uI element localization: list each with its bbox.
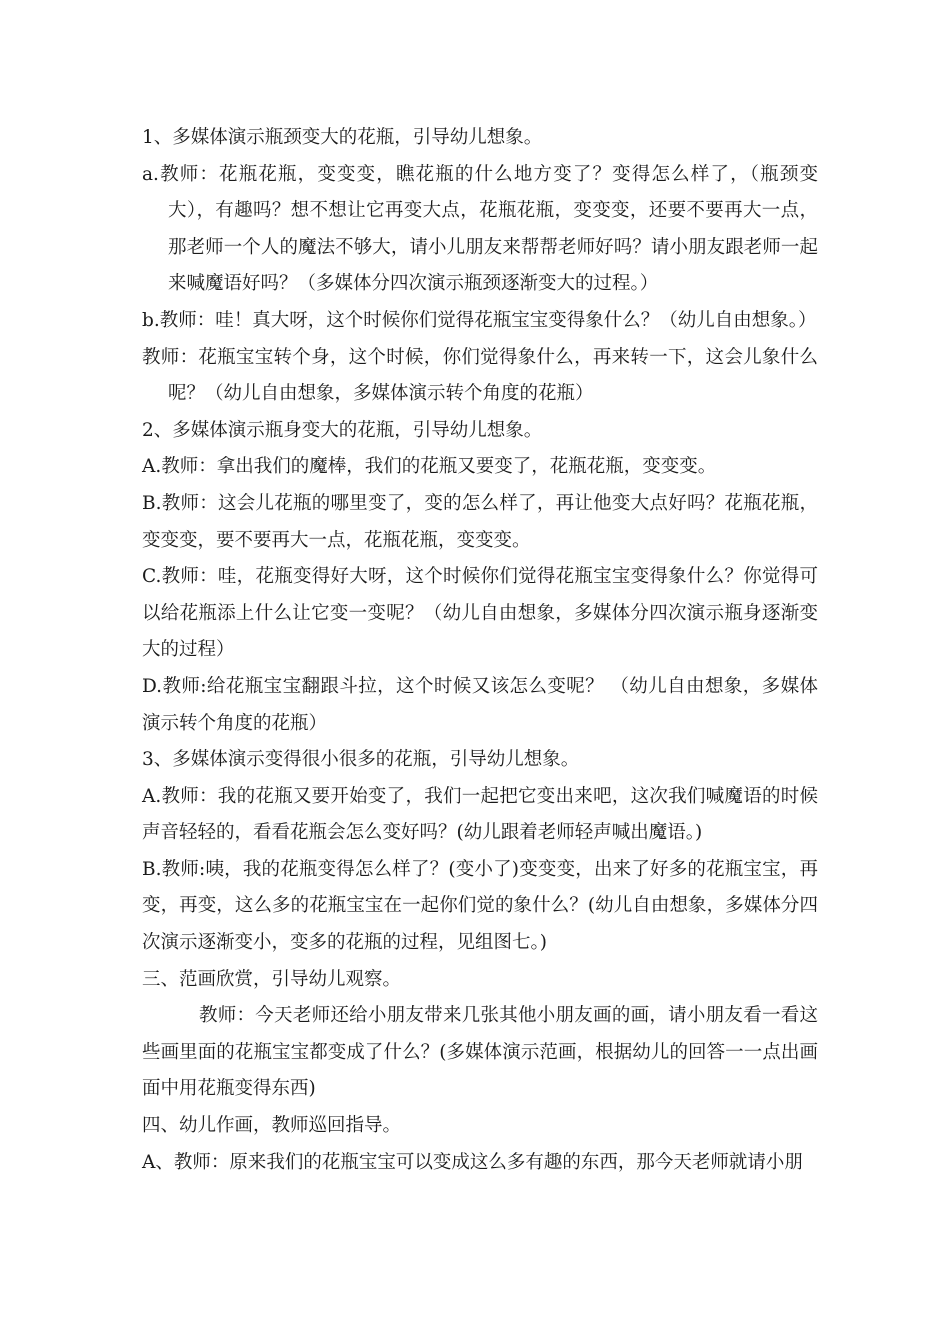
paragraph-2d: D.教师:给花瓶宝宝翻跟斗拉，这个时候又该怎么变呢？ （幼儿自由想象，多媒体演示转个角度的花瓶）	[142, 675, 818, 734]
paragraph-2c: C.教师：哇，花瓶变得好大呀，这个时候你们觉得花瓶宝宝变得象什么？你觉得可以给花瓶添上什么让它变一变呢？（幼儿自由想象，多媒体分四次演示瓶身逐渐变大的过程）	[142, 566, 818, 661]
paragraph-2a: A.教师：拿出我们的魔棒，我们的花瓶又要变了，花瓶花瓶，变变变。	[142, 456, 717, 478]
paragraph-3: 3、多媒体演示变得很小很多的花瓶，引导幼儿想象。	[142, 749, 580, 771]
paragraph-1: 1、多媒体演示瓶颈变大的花瓶，引导幼儿想象。	[142, 127, 543, 148]
paragraph-3a: A.教师：我的花瓶又要开始变了，我们一起把它变出来吧，这次我们喊魔语的时候声音轻轻的，看看花瓶会怎么变好吗？(幼儿跟着老师轻声喊出魔语。)	[142, 785, 818, 844]
paragraph-4a: A、教师：原来我们的花瓶宝宝可以变成这么多有趣的东西，那今天老师就请小朋	[142, 1151, 803, 1173]
paragraph-1b: b.教师：哇！真大呀，这个时候你们觉得花瓶宝宝变得象什么？（幼儿自由想象。）	[142, 309, 817, 331]
paragraph-1a: a.教师：花瓶花瓶，变变变，瞧花瓶的什么地方变了？变得怎么样了，（瓶颈变大），有趣吗？想不想让它再变大点，花瓶花瓶，变变变，还要不要再大一点，那老师一个人的魔法不够大，请小儿朋友来帮帮老师好吗？请小朋友跟老师一起来喊魔语好吗？（多媒体分四次演示瓶颈逐渐变大的过程。）	[142, 163, 818, 295]
paragraph-2: 2、多媒体演示瓶身变大的花瓶，引导幼儿想象。	[142, 419, 543, 441]
paragraph-3b: B.教师:咦，我的花瓶变得怎么样了？(变小了)变变变，出来了好多的花瓶宝宝，再变，再变，这么多的花瓶宝宝在一起你们觉的象什么？(幼儿自由想象，多媒体分四次演示逐渐变小，变多的花瓶的过程，见组图七。)	[142, 858, 818, 954]
section-heading-3: 三、范画欣赏，引导幼儿观察。	[142, 968, 402, 990]
paragraph-1b-teacher: 教师：花瓶宝宝转个身，这个时候，你们觉得象什么，再来转一下，这会儿象什么呢？（幼儿自由想象，多媒体演示转个角度的花瓶）	[142, 346, 818, 405]
paragraph-2b: B.教师：这会儿花瓶的哪里变了，变的怎么样了，再让他变大点好吗？花瓶花瓶，变变变，要不要再大一点，花瓶花瓶，变变变。	[142, 492, 818, 551]
section-heading-4: 四、幼儿作画，教师巡回指导。	[142, 1115, 402, 1137]
paragraph-section-3-teacher: 教师：今天老师还给小朋友带来几张其他小朋友画的画，请小朋友看一看这些画里面的花瓶宝宝都变成了什么？(多媒体演示范画，根据幼儿的回答一一点出画面中用花瓶变得东西)	[142, 1005, 818, 1100]
document-body	[142, 120, 818, 1181]
